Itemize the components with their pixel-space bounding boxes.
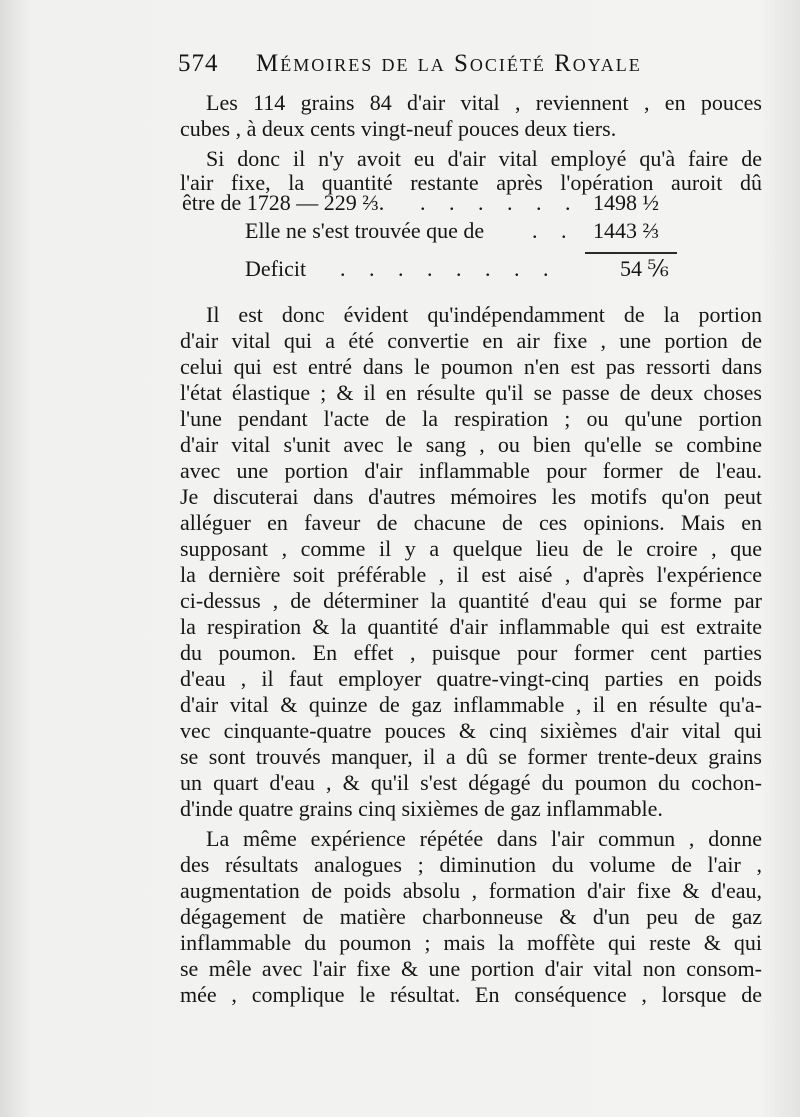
text-line: inflammable du poumon ; mais la moffète qui reste & qui (180, 930, 762, 955)
text-line: d'air vital & quinze de gaz inflammable , il en résulte qu'a- (180, 692, 762, 717)
calc-label: Elle ne s'est trouvée que de (245, 218, 485, 243)
calc-leader-dots: . . . . . . (420, 190, 580, 215)
text-line: d'air vital qui a été convertie en air fixe , une portion de (180, 328, 762, 353)
text-line: d'eau , il faut employer quatre-vingt-cinq parties en poids (180, 666, 762, 691)
text-line: d'air vital s'unit avec le sang , ou bien qu'elle se combine (180, 432, 762, 457)
text-line: Je discuterai dans d'autres mémoires les motifs qu'on peut (180, 484, 762, 509)
calc-leader-dots: . . . . . . . . (340, 256, 558, 281)
calc-value: 54 ⅚ (620, 256, 669, 281)
text-line: des résultats analogues ; diminution du volume de l'air , (180, 852, 762, 877)
text-line: celui qui est entré dans le poumon n'en est pas ressorti dans (180, 354, 762, 379)
text-line: un quart d'eau , & qu'il s'est dégagé du poumon du cochon- (180, 770, 762, 795)
text-line: l'air fixe, la quantité restante après l'opération auroit dû (180, 170, 762, 195)
text-line: cubes , à deux cents vingt-neuf pouces deux tiers. (180, 116, 617, 141)
calc-value: 1443 ⅔ (593, 218, 659, 243)
text-line: La même expérience répétée dans l'air commun , donne (206, 826, 762, 851)
text-line: alléguer en faveur de chacune de ces opinions. Mais en (180, 510, 762, 535)
page-number: 574 (178, 50, 219, 77)
text-line: d'inde quatre grains cinq sixièmes de gaz inflammable. (180, 796, 663, 821)
text-line: la respiration & la quantité d'air inflammable qui est extraite (180, 614, 762, 639)
text-line: Si donc il n'y avoit eu d'air vital employé qu'à faire de (206, 146, 762, 171)
text-line: Les 114 grains 84 d'air vital , reviennent , en pouces (206, 90, 762, 115)
text-line: augmentation de poids absolu , formation d'air fixe & d'eau, (180, 878, 762, 903)
text-line: du poumon. En effet , puisque pour former cent parties (180, 640, 762, 665)
text-line: mée , complique le résultat. En conséquence , lorsque de (180, 982, 762, 1007)
text-line: vec cinquante-quatre pouces & cinq sixièmes d'air vital qui (180, 718, 762, 743)
running-header (178, 50, 718, 86)
calc-value: 1498 ½ (593, 190, 659, 215)
text-line: Il est donc évident qu'indépendamment de la portion (206, 302, 762, 327)
text-line: l'une pendant l'acte de la respiration ; ou qu'une portion (180, 406, 762, 431)
text-line: ci-dessus , de déterminer la quantité d'eau qui se forme par (180, 588, 762, 613)
calc-label: être de 1728 — 229 ⅔. (182, 190, 385, 215)
text-line: l'état élastique ; & il en résulte qu'il se passe de deux choses (180, 380, 762, 405)
running-title: Mémoires de la Société Royale (256, 50, 642, 77)
text-line: avec une portion d'air inflammable pour former de l'eau. (180, 458, 762, 483)
text-line: se sont trouvés manquer, il a dû se former trente-deux grains (180, 744, 762, 769)
text-line: se mêle avec l'air fixe & une portion d'air vital non consom- (180, 956, 762, 981)
text-line: supposant , comme il y a quelque lieu de le croire , que (180, 536, 762, 561)
text-line: dégagement de matière charbonneuse & d'un peu de gaz (180, 904, 762, 929)
calc-leader-dots: . . (532, 218, 576, 243)
calc-label: Deficit (245, 256, 307, 281)
sum-rule (585, 252, 677, 254)
text-line: la dernière soit préférable , il est aisé , d'après l'expérience (180, 562, 762, 587)
